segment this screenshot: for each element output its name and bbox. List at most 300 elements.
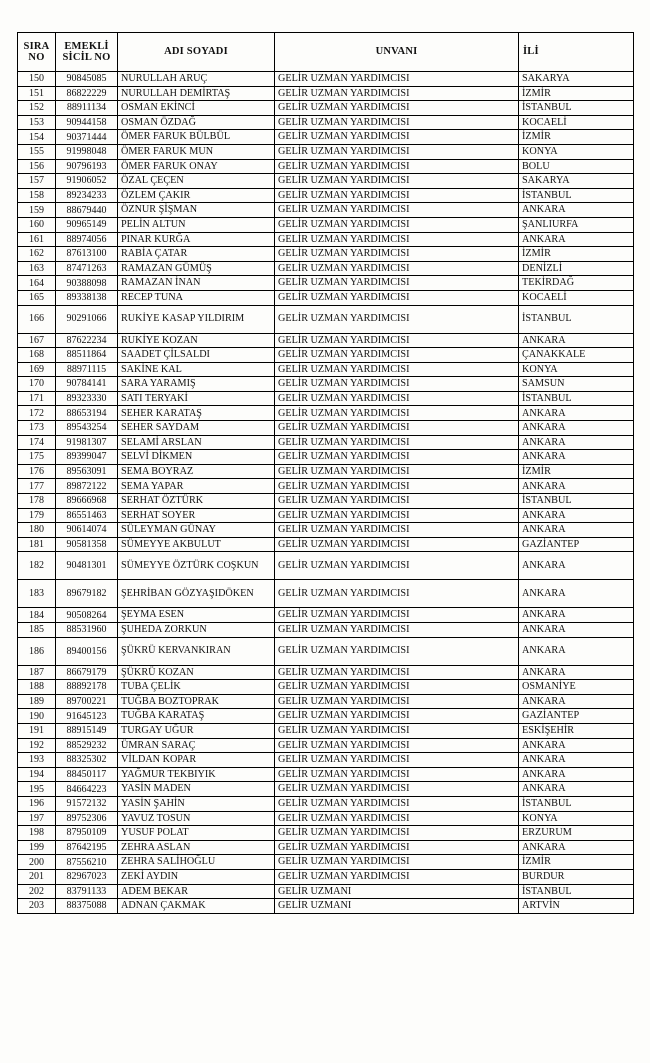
cell-ili: ANKARA bbox=[519, 406, 634, 421]
cell-ili: ANKARA bbox=[519, 232, 634, 247]
cell-sira-no: 179 bbox=[18, 508, 56, 523]
cell-unvani: GELİR UZMAN YARDIMCISI bbox=[275, 362, 519, 377]
table-row bbox=[18, 537, 634, 552]
cell-unvani: GELİR UZMAN YARDIMCISI bbox=[275, 552, 519, 580]
cell-adi-soyadi: VİLDAN KOPAR bbox=[118, 753, 275, 768]
cell-sira-no: 158 bbox=[18, 188, 56, 203]
cell-unvani: GELİR UZMAN YARDIMCISI bbox=[275, 869, 519, 884]
cell-emekli-sicil-no: 90614074 bbox=[56, 523, 118, 538]
cell-emekli-sicil-no: 91572132 bbox=[56, 796, 118, 811]
cell-ili: ANKARA bbox=[519, 782, 634, 797]
cell-sira-no: 202 bbox=[18, 884, 56, 899]
cell-sira-no: 170 bbox=[18, 377, 56, 392]
table-row bbox=[18, 217, 634, 232]
cell-ili: ARTVİN bbox=[519, 899, 634, 914]
cell-unvani: GELİR UZMANI bbox=[275, 899, 519, 914]
table-row bbox=[18, 247, 634, 262]
cell-sira-no: 186 bbox=[18, 637, 56, 665]
cell-ili: SAMSUN bbox=[519, 377, 634, 392]
table-row bbox=[18, 421, 634, 436]
cell-sira-no: 174 bbox=[18, 435, 56, 450]
cell-unvani: GELİR UZMAN YARDIMCISI bbox=[275, 826, 519, 841]
cell-emekli-sicil-no: 90481301 bbox=[56, 552, 118, 580]
cell-adi-soyadi: ÜMRAN SARAÇ bbox=[118, 738, 275, 753]
cell-emekli-sicil-no: 83791133 bbox=[56, 884, 118, 899]
cell-unvani: GELİR UZMAN YARDIMCISI bbox=[275, 753, 519, 768]
cell-emekli-sicil-no: 89338138 bbox=[56, 290, 118, 305]
cell-ili: ANKARA bbox=[519, 637, 634, 665]
cell-ili: İZMİR bbox=[519, 86, 634, 101]
column-header-ili: İLİ bbox=[519, 33, 634, 72]
table-row bbox=[18, 608, 634, 623]
cell-unvani: GELİR UZMAN YARDIMCISI bbox=[275, 479, 519, 494]
cell-unvani: GELİR UZMAN YARDIMCISI bbox=[275, 421, 519, 436]
cell-adi-soyadi: TUBA ÇELİK bbox=[118, 680, 275, 695]
cell-adi-soyadi: YAĞMUR TEKBIYIK bbox=[118, 767, 275, 782]
cell-unvani: GELİR UZMAN YARDIMCISI bbox=[275, 391, 519, 406]
cell-unvani: GELİR UZMAN YARDIMCISI bbox=[275, 796, 519, 811]
cell-sira-no: 196 bbox=[18, 796, 56, 811]
cell-adi-soyadi: TUĞBA BOZTOPRAK bbox=[118, 694, 275, 709]
cell-sira-no: 169 bbox=[18, 362, 56, 377]
cell-ili: TEKİRDAĞ bbox=[519, 276, 634, 291]
cell-adi-soyadi: ÖMER FARUK MUN bbox=[118, 144, 275, 159]
cell-emekli-sicil-no: 87556210 bbox=[56, 855, 118, 870]
cell-ili: İZMİR bbox=[519, 855, 634, 870]
cell-ili: İSTANBUL bbox=[519, 305, 634, 333]
cell-sira-no: 176 bbox=[18, 464, 56, 479]
cell-sira-no: 155 bbox=[18, 144, 56, 159]
table-row bbox=[18, 435, 634, 450]
cell-adi-soyadi: ZEHRA SALİHOĞLU bbox=[118, 855, 275, 870]
cell-unvani: GELİR UZMAN YARDIMCISI bbox=[275, 203, 519, 218]
cell-sira-no: 154 bbox=[18, 130, 56, 145]
cell-unvani: GELİR UZMAN YARDIMCISI bbox=[275, 840, 519, 855]
cell-adi-soyadi: OSMAN ÖZDAĞ bbox=[118, 115, 275, 130]
cell-unvani: GELİR UZMAN YARDIMCISI bbox=[275, 348, 519, 363]
cell-sira-no: 153 bbox=[18, 115, 56, 130]
cell-emekli-sicil-no: 82967023 bbox=[56, 869, 118, 884]
table-row bbox=[18, 826, 634, 841]
cell-sira-no: 152 bbox=[18, 101, 56, 116]
cell-emekli-sicil-no: 90965149 bbox=[56, 217, 118, 232]
cell-adi-soyadi: ZEKİ AYDIN bbox=[118, 869, 275, 884]
table-row bbox=[18, 188, 634, 203]
cell-adi-soyadi: SEHER KARATAŞ bbox=[118, 406, 275, 421]
cell-adi-soyadi: YUSUF POLAT bbox=[118, 826, 275, 841]
table-row bbox=[18, 680, 634, 695]
cell-sira-no: 190 bbox=[18, 709, 56, 724]
cell-sira-no: 173 bbox=[18, 421, 56, 436]
cell-ili: ANKARA bbox=[519, 333, 634, 348]
cell-ili: İSTANBUL bbox=[519, 796, 634, 811]
cell-sira-no: 195 bbox=[18, 782, 56, 797]
table-row bbox=[18, 523, 634, 538]
cell-emekli-sicil-no: 91981307 bbox=[56, 435, 118, 450]
cell-ili: KOCAELİ bbox=[519, 290, 634, 305]
table-row bbox=[18, 391, 634, 406]
cell-adi-soyadi: ZEHRA ASLAN bbox=[118, 840, 275, 855]
cell-ili: ANKARA bbox=[519, 552, 634, 580]
cell-sira-no: 199 bbox=[18, 840, 56, 855]
cell-sira-no: 200 bbox=[18, 855, 56, 870]
cell-sira-no: 157 bbox=[18, 174, 56, 189]
cell-emekli-sicil-no: 88679440 bbox=[56, 203, 118, 218]
cell-emekli-sicil-no: 88653194 bbox=[56, 406, 118, 421]
cell-ili: İZMİR bbox=[519, 130, 634, 145]
cell-emekli-sicil-no: 87622234 bbox=[56, 333, 118, 348]
table-row bbox=[18, 709, 634, 724]
cell-sira-no: 168 bbox=[18, 348, 56, 363]
cell-ili: SAKARYA bbox=[519, 174, 634, 189]
cell-sira-no: 185 bbox=[18, 623, 56, 638]
cell-emekli-sicil-no: 88892178 bbox=[56, 680, 118, 695]
cell-ili: İZMİR bbox=[519, 464, 634, 479]
cell-ili: ANKARA bbox=[519, 738, 634, 753]
cell-ili: ANKARA bbox=[519, 508, 634, 523]
cell-emekli-sicil-no: 90291066 bbox=[56, 305, 118, 333]
cell-adi-soyadi: ŞUHEDA ZORKUN bbox=[118, 623, 275, 638]
cell-ili: ESKİŞEHİR bbox=[519, 723, 634, 738]
cell-sira-no: 161 bbox=[18, 232, 56, 247]
cell-sira-no: 160 bbox=[18, 217, 56, 232]
cell-ili: ANKARA bbox=[519, 421, 634, 436]
cell-unvani: GELİR UZMAN YARDIMCISI bbox=[275, 159, 519, 174]
cell-ili: ANKARA bbox=[519, 450, 634, 465]
cell-emekli-sicil-no: 90508264 bbox=[56, 608, 118, 623]
cell-adi-soyadi: SAKİNE KAL bbox=[118, 362, 275, 377]
cell-unvani: GELİR UZMAN YARDIMCISI bbox=[275, 101, 519, 116]
cell-adi-soyadi: SERHAT ÖZTÜRK bbox=[118, 494, 275, 509]
cell-adi-soyadi: SELVİ DİKMEN bbox=[118, 450, 275, 465]
cell-adi-soyadi: SATI TERYAKİ bbox=[118, 391, 275, 406]
cell-sira-no: 178 bbox=[18, 494, 56, 509]
cell-emekli-sicil-no: 88971115 bbox=[56, 362, 118, 377]
cell-sira-no: 150 bbox=[18, 72, 56, 87]
cell-sira-no: 189 bbox=[18, 694, 56, 709]
cell-adi-soyadi: ADEM BEKAR bbox=[118, 884, 275, 899]
cell-sira-no: 175 bbox=[18, 450, 56, 465]
table-body bbox=[18, 72, 634, 914]
cell-sira-no: 163 bbox=[18, 261, 56, 276]
table-row bbox=[18, 86, 634, 101]
cell-ili: KOCAELİ bbox=[519, 115, 634, 130]
table-row bbox=[18, 362, 634, 377]
cell-unvani: GELİR UZMAN YARDIMCISI bbox=[275, 709, 519, 724]
cell-adi-soyadi: ÖZLEM ÇAKIR bbox=[118, 188, 275, 203]
cell-adi-soyadi: RUKİYE KOZAN bbox=[118, 333, 275, 348]
cell-emekli-sicil-no: 88325302 bbox=[56, 753, 118, 768]
table-row bbox=[18, 796, 634, 811]
cell-ili: BURDUR bbox=[519, 869, 634, 884]
cell-adi-soyadi: ÖZNUR ŞİŞMAN bbox=[118, 203, 275, 218]
cell-adi-soyadi: ŞÜKRÜ KERVANKIRAN bbox=[118, 637, 275, 665]
cell-unvani: GELİR UZMANI bbox=[275, 884, 519, 899]
cell-emekli-sicil-no: 87950109 bbox=[56, 826, 118, 841]
table-row bbox=[18, 738, 634, 753]
cell-unvani: GELİR UZMAN YARDIMCISI bbox=[275, 623, 519, 638]
cell-unvani: GELİR UZMAN YARDIMCISI bbox=[275, 305, 519, 333]
cell-adi-soyadi: ADNAN ÇAKMAK bbox=[118, 899, 275, 914]
cell-emekli-sicil-no: 89872122 bbox=[56, 479, 118, 494]
cell-unvani: GELİR UZMAN YARDIMCISI bbox=[275, 276, 519, 291]
cell-sira-no: 187 bbox=[18, 665, 56, 680]
table-row bbox=[18, 899, 634, 914]
cell-adi-soyadi: NURULLAH ARUÇ bbox=[118, 72, 275, 87]
cell-adi-soyadi: TUĞBA KARATAŞ bbox=[118, 709, 275, 724]
cell-adi-soyadi: RABİA ÇATAR bbox=[118, 247, 275, 262]
cell-ili: ERZURUM bbox=[519, 826, 634, 841]
cell-unvani: GELİR UZMAN YARDIMCISI bbox=[275, 580, 519, 608]
cell-unvani: GELİR UZMAN YARDIMCISI bbox=[275, 680, 519, 695]
cell-emekli-sicil-no: 86679179 bbox=[56, 665, 118, 680]
cell-ili: KONYA bbox=[519, 144, 634, 159]
cell-unvani: GELİR UZMAN YARDIMCISI bbox=[275, 450, 519, 465]
table-row bbox=[18, 72, 634, 87]
cell-adi-soyadi: SEMA BOYRAZ bbox=[118, 464, 275, 479]
table-row bbox=[18, 665, 634, 680]
table-row bbox=[18, 203, 634, 218]
cell-emekli-sicil-no: 88911134 bbox=[56, 101, 118, 116]
table-row bbox=[18, 101, 634, 116]
cell-ili: İSTANBUL bbox=[519, 101, 634, 116]
cell-sira-no: 166 bbox=[18, 305, 56, 333]
cell-unvani: GELİR UZMAN YARDIMCISI bbox=[275, 86, 519, 101]
cell-emekli-sicil-no: 88529232 bbox=[56, 738, 118, 753]
cell-adi-soyadi: ŞEHRİBAN GÖZYAŞIDÖKEN bbox=[118, 580, 275, 608]
table-row bbox=[18, 159, 634, 174]
cell-ili: ANKARA bbox=[519, 580, 634, 608]
cell-ili: ANKARA bbox=[519, 203, 634, 218]
cell-unvani: GELİR UZMAN YARDIMCISI bbox=[275, 115, 519, 130]
cell-ili: ANKARA bbox=[519, 840, 634, 855]
cell-adi-soyadi: NURULLAH DEMİRTAŞ bbox=[118, 86, 275, 101]
cell-emekli-sicil-no: 87613100 bbox=[56, 247, 118, 262]
cell-ili: ANKARA bbox=[519, 665, 634, 680]
cell-ili: ANKARA bbox=[519, 479, 634, 494]
cell-unvani: GELİR UZMAN YARDIMCISI bbox=[275, 247, 519, 262]
cell-sira-no: 182 bbox=[18, 552, 56, 580]
table-row bbox=[18, 753, 634, 768]
table-row bbox=[18, 348, 634, 363]
cell-sira-no: 194 bbox=[18, 767, 56, 782]
cell-ili: İSTANBUL bbox=[519, 494, 634, 509]
cell-emekli-sicil-no: 86551463 bbox=[56, 508, 118, 523]
cell-emekli-sicil-no: 89700221 bbox=[56, 694, 118, 709]
cell-adi-soyadi: SAADET ÇİLSALDI bbox=[118, 348, 275, 363]
cell-sira-no: 197 bbox=[18, 811, 56, 826]
cell-unvani: GELİR UZMAN YARDIMCISI bbox=[275, 767, 519, 782]
cell-unvani: GELİR UZMAN YARDIMCISI bbox=[275, 782, 519, 797]
table-row bbox=[18, 276, 634, 291]
cell-ili: İSTANBUL bbox=[519, 884, 634, 899]
cell-emekli-sicil-no: 91998048 bbox=[56, 144, 118, 159]
cell-unvani: GELİR UZMAN YARDIMCISI bbox=[275, 232, 519, 247]
cell-emekli-sicil-no: 91906052 bbox=[56, 174, 118, 189]
cell-adi-soyadi: YAVUZ TOSUN bbox=[118, 811, 275, 826]
column-header-adi-soyadi: ADI SOYADI bbox=[118, 33, 275, 72]
header-row bbox=[18, 33, 634, 72]
cell-emekli-sicil-no: 88511864 bbox=[56, 348, 118, 363]
cell-unvani: GELİR UZMAN YARDIMCISI bbox=[275, 508, 519, 523]
cell-unvani: GELİR UZMAN YARDIMCISI bbox=[275, 723, 519, 738]
table-row bbox=[18, 782, 634, 797]
cell-sira-no: 177 bbox=[18, 479, 56, 494]
cell-ili: ANKARA bbox=[519, 767, 634, 782]
cell-emekli-sicil-no: 88974056 bbox=[56, 232, 118, 247]
cell-sira-no: 203 bbox=[18, 899, 56, 914]
cell-emekli-sicil-no: 89400156 bbox=[56, 637, 118, 665]
cell-ili: İZMİR bbox=[519, 247, 634, 262]
cell-sira-no: 162 bbox=[18, 247, 56, 262]
cell-emekli-sicil-no: 90784141 bbox=[56, 377, 118, 392]
cell-sira-no: 192 bbox=[18, 738, 56, 753]
cell-emekli-sicil-no: 88915149 bbox=[56, 723, 118, 738]
cell-adi-soyadi: RAMAZAN GÜMÜŞ bbox=[118, 261, 275, 276]
cell-unvani: GELİR UZMAN YARDIMCISI bbox=[275, 406, 519, 421]
cell-emekli-sicil-no: 89679182 bbox=[56, 580, 118, 608]
cell-unvani: GELİR UZMAN YARDIMCISI bbox=[275, 217, 519, 232]
cell-ili: ÇANAKKALE bbox=[519, 348, 634, 363]
cell-sira-no: 193 bbox=[18, 753, 56, 768]
cell-adi-soyadi: SÜLEYMAN GÜNAY bbox=[118, 523, 275, 538]
cell-emekli-sicil-no: 89666968 bbox=[56, 494, 118, 509]
table-row bbox=[18, 508, 634, 523]
cell-unvani: GELİR UZMAN YARDIMCISI bbox=[275, 537, 519, 552]
cell-unvani: GELİR UZMAN YARDIMCISI bbox=[275, 261, 519, 276]
table-row bbox=[18, 144, 634, 159]
cell-ili: KONYA bbox=[519, 811, 634, 826]
cell-emekli-sicil-no: 88375088 bbox=[56, 899, 118, 914]
cell-emekli-sicil-no: 90796193 bbox=[56, 159, 118, 174]
cell-unvani: GELİR UZMAN YARDIMCISI bbox=[275, 130, 519, 145]
cell-emekli-sicil-no: 90581358 bbox=[56, 537, 118, 552]
cell-sira-no: 184 bbox=[18, 608, 56, 623]
table-row bbox=[18, 869, 634, 884]
cell-ili: GAZİANTEP bbox=[519, 709, 634, 724]
cell-ili: İSTANBUL bbox=[519, 391, 634, 406]
cell-adi-soyadi: ÖZAL ÇEÇEN bbox=[118, 174, 275, 189]
cell-adi-soyadi: ŞÜKRÜ KOZAN bbox=[118, 665, 275, 680]
cell-ili: ANKARA bbox=[519, 608, 634, 623]
cell-emekli-sicil-no: 89323330 bbox=[56, 391, 118, 406]
cell-ili: ANKARA bbox=[519, 694, 634, 709]
cell-ili: DENİZLİ bbox=[519, 261, 634, 276]
cell-sira-no: 159 bbox=[18, 203, 56, 218]
table-row bbox=[18, 637, 634, 665]
table-row bbox=[18, 450, 634, 465]
table-row bbox=[18, 130, 634, 145]
table-row bbox=[18, 464, 634, 479]
cell-sira-no: 181 bbox=[18, 537, 56, 552]
cell-emekli-sicil-no: 87471263 bbox=[56, 261, 118, 276]
cell-ili: SAKARYA bbox=[519, 72, 634, 87]
column-header-emekli-line1: EMEKLİ bbox=[64, 40, 109, 52]
cell-unvani: GELİR UZMAN YARDIMCISI bbox=[275, 523, 519, 538]
cell-unvani: GELİR UZMAN YARDIMCISI bbox=[275, 144, 519, 159]
cell-ili: OSMANİYE bbox=[519, 680, 634, 695]
cell-adi-soyadi: RUKİYE KASAP YILDIRIM bbox=[118, 305, 275, 333]
table-row bbox=[18, 723, 634, 738]
cell-ili: ANKARA bbox=[519, 623, 634, 638]
cell-adi-soyadi: YASİN MADEN bbox=[118, 782, 275, 797]
column-header-emekli-sicil-no bbox=[56, 33, 118, 72]
column-header-sira-no-line2: NO bbox=[28, 52, 45, 63]
table-row bbox=[18, 623, 634, 638]
cell-emekli-sicil-no: 87642195 bbox=[56, 840, 118, 855]
table-header bbox=[18, 33, 634, 72]
table-row bbox=[18, 174, 634, 189]
table-row bbox=[18, 115, 634, 130]
column-header-emekli-line2: SİCİL NO bbox=[62, 52, 111, 63]
cell-adi-soyadi: PELİN ALTUN bbox=[118, 217, 275, 232]
cell-emekli-sicil-no: 89563091 bbox=[56, 464, 118, 479]
table-row bbox=[18, 552, 634, 580]
cell-adi-soyadi: ÖMER FARUK BÜLBÜL bbox=[118, 130, 275, 145]
table-row bbox=[18, 811, 634, 826]
cell-adi-soyadi: RAMAZAN İNAN bbox=[118, 276, 275, 291]
cell-emekli-sicil-no: 89399047 bbox=[56, 450, 118, 465]
cell-adi-soyadi: SÜMEYYE AKBULUT bbox=[118, 537, 275, 552]
cell-adi-soyadi: SÜMEYYE ÖZTÜRK COŞKUN bbox=[118, 552, 275, 580]
cell-ili: KONYA bbox=[519, 362, 634, 377]
cell-unvani: GELİR UZMAN YARDIMCISI bbox=[275, 290, 519, 305]
cell-sira-no: 198 bbox=[18, 826, 56, 841]
cell-ili: İSTANBUL bbox=[519, 188, 634, 203]
cell-sira-no: 167 bbox=[18, 333, 56, 348]
table-row bbox=[18, 377, 634, 392]
table-row bbox=[18, 840, 634, 855]
cell-emekli-sicil-no: 89543254 bbox=[56, 421, 118, 436]
cell-sira-no: 188 bbox=[18, 680, 56, 695]
cell-sira-no: 183 bbox=[18, 580, 56, 608]
cell-ili: ANKARA bbox=[519, 523, 634, 538]
cell-adi-soyadi: PINAR KURĞA bbox=[118, 232, 275, 247]
table-row bbox=[18, 406, 634, 421]
cell-adi-soyadi: TURGAY UĞUR bbox=[118, 723, 275, 738]
cell-unvani: GELİR UZMAN YARDIMCISI bbox=[275, 333, 519, 348]
cell-unvani: GELİR UZMAN YARDIMCISI bbox=[275, 637, 519, 665]
cell-adi-soyadi: ÖMER FARUK ONAY bbox=[118, 159, 275, 174]
cell-emekli-sicil-no: 90944158 bbox=[56, 115, 118, 130]
cell-emekli-sicil-no: 89752306 bbox=[56, 811, 118, 826]
cell-unvani: GELİR UZMAN YARDIMCISI bbox=[275, 665, 519, 680]
cell-unvani: GELİR UZMAN YARDIMCISI bbox=[275, 464, 519, 479]
cell-ili: ANKARA bbox=[519, 435, 634, 450]
column-header-unvani: UNVANI bbox=[275, 33, 519, 72]
table-row bbox=[18, 884, 634, 899]
cell-adi-soyadi: OSMAN EKİNCİ bbox=[118, 101, 275, 116]
table-row bbox=[18, 290, 634, 305]
table-row bbox=[18, 333, 634, 348]
cell-unvani: GELİR UZMAN YARDIMCISI bbox=[275, 377, 519, 392]
table-row bbox=[18, 305, 634, 333]
cell-unvani: GELİR UZMAN YARDIMCISI bbox=[275, 738, 519, 753]
cell-emekli-sicil-no: 89234233 bbox=[56, 188, 118, 203]
table-row bbox=[18, 580, 634, 608]
cell-sira-no: 172 bbox=[18, 406, 56, 421]
cell-sira-no: 164 bbox=[18, 276, 56, 291]
cell-unvani: GELİR UZMAN YARDIMCISI bbox=[275, 694, 519, 709]
cell-adi-soyadi: SEMA YAPAR bbox=[118, 479, 275, 494]
cell-unvani: GELİR UZMAN YARDIMCISI bbox=[275, 72, 519, 87]
table-row bbox=[18, 261, 634, 276]
cell-unvani: GELİR UZMAN YARDIMCISI bbox=[275, 608, 519, 623]
cell-ili: ŞANLIURFA bbox=[519, 217, 634, 232]
cell-adi-soyadi: YASİN ŞAHİN bbox=[118, 796, 275, 811]
cell-emekli-sicil-no: 90845085 bbox=[56, 72, 118, 87]
cell-sira-no: 201 bbox=[18, 869, 56, 884]
